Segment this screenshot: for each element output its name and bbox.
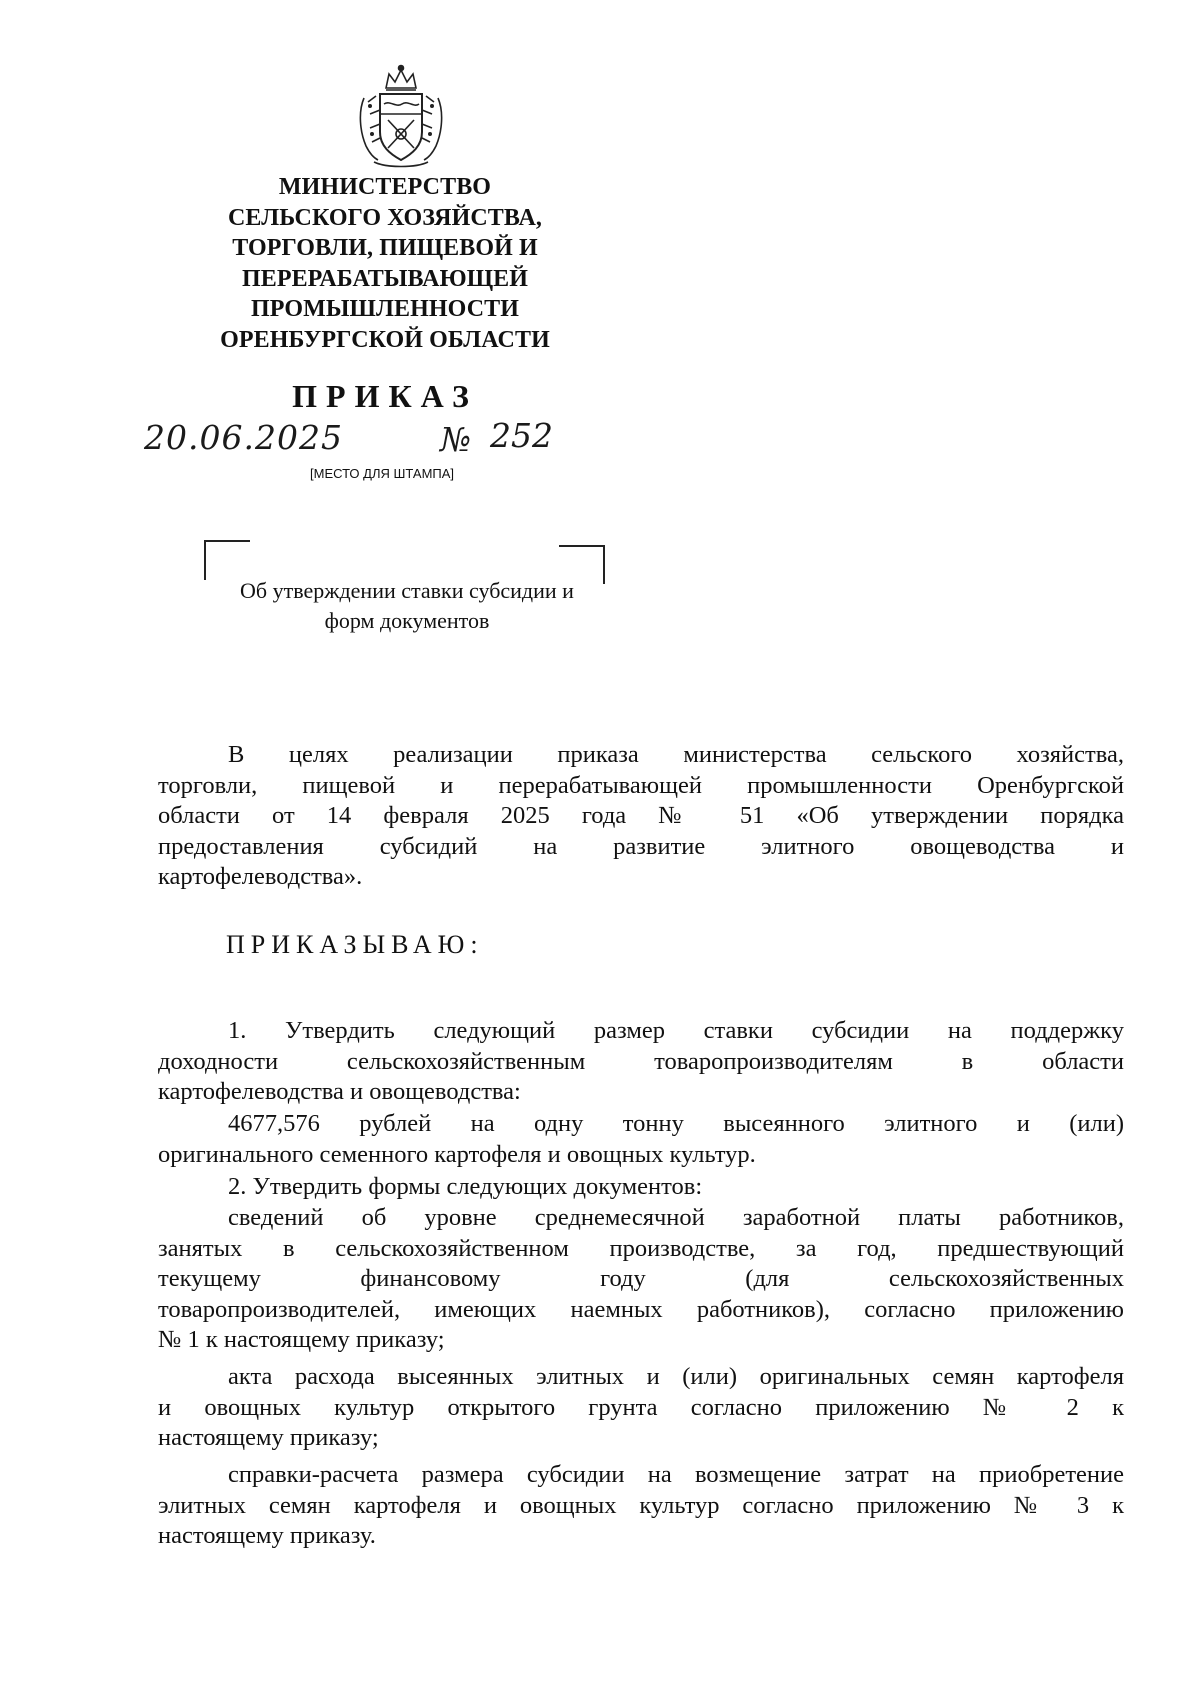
text-line: картофелеводства и овощеводства: [158, 1078, 521, 1105]
text-line: картофелеводства». [158, 863, 363, 890]
text-line: 1. Утвердить следующий размер ставки субсидии на поддержку [228, 1017, 1124, 1044]
ministry-name [170, 172, 600, 356]
decree-word: ПРИКАЗЫВАЮ: [226, 930, 484, 959]
stamp-placeholder: [МЕСТО ДЛЯ ШТАМПА] [310, 466, 455, 481]
text-line: № 1 к настоящему приказу; [158, 1326, 445, 1353]
form-2-paragraph [158, 1362, 1124, 1454]
handwritten-number-sign: № [440, 420, 472, 459]
ministry-line: ТОРГОВЛИ, ПИЩЕВОЙ И [232, 235, 538, 262]
handwritten-date: 20.06.2025 [144, 418, 343, 457]
text-line: торговли, пищевой и перерабатывающей промышленности Оренбургской [158, 771, 1124, 799]
item-1-paragraph [158, 1016, 1124, 1108]
text-line: области от 14 февраля 2025 года № 51 «Об утверждении порядка [158, 802, 1124, 829]
handwritten-number: 252 [490, 416, 553, 455]
text-line: товаропроизводителей, имеющих наемных работников), согласно приложению [158, 1295, 1124, 1323]
ministry-line: ОРЕНБУРГСКОЙ ОБЛАСТИ [220, 326, 550, 353]
subject-line: Об утверждении ставки субсидии и [240, 578, 574, 603]
subject-line: форм документов [324, 608, 490, 633]
text-line: настоящему приказу; [158, 1424, 379, 1451]
text-line: занятых в сельскохозяйственном производстве, за год, предшествующий [158, 1234, 1124, 1262]
text-line: 2. Утвердить формы следующих документов: [228, 1173, 703, 1200]
text-line: настоящему приказу. [158, 1522, 376, 1549]
subsidy-rate-paragraph [158, 1109, 1124, 1170]
subject-bracket-left [204, 540, 250, 580]
text-line: и овощных культур открытого грунта согласно приложению № 2 к [158, 1393, 1124, 1421]
text-line: В целях реализации приказа министерства сельского хозяйства, [228, 741, 1124, 768]
text-line: элитных семян картофеля и овощных культур согласно приложению № 3 к [158, 1491, 1124, 1519]
form-1-paragraph [158, 1203, 1124, 1356]
text-line: оригинального семенного картофеля и овощных культур. [158, 1140, 756, 1168]
form-3-paragraph [158, 1460, 1124, 1552]
ministry-line: ПРОМЫШЛЕННОСТИ [250, 296, 520, 323]
order-title: ПРИКАЗ [292, 378, 478, 414]
order-subject [212, 576, 602, 636]
item-2-paragraph [158, 1172, 1124, 1203]
ministry-line: ПЕРЕРАБАТЫВАЮЩЕЙ [241, 265, 529, 292]
coat-of-arms-emblem [356, 62, 446, 170]
text-line: доходности сельскохозяйственным товаропроизводителям в области [158, 1047, 1124, 1075]
text-line: справки-расчета размера субсидии на возмещение затрат на приобретение [228, 1461, 1124, 1488]
text-line: предоставления субсидий на развитие элитного овощеводства и [158, 832, 1124, 860]
ministry-line: СЕЛЬСКОГО ХОЗЯЙСТВА, [227, 204, 543, 231]
ministry-line: МИНИСТЕРСТВО [278, 174, 492, 200]
text-line: сведений об уровне среднемесячной заработной платы работников, [228, 1204, 1124, 1231]
text-line: акта расхода высеянных элитных и (или) оригинальных семян картофеля [228, 1363, 1124, 1390]
text-line: 4677,576 рублей на одну тонну высеянного элитного и (или) [228, 1110, 1124, 1137]
preamble-paragraph [158, 740, 1124, 893]
text-line: текущему финансовому году (для сельскохозяйственных [158, 1265, 1124, 1292]
